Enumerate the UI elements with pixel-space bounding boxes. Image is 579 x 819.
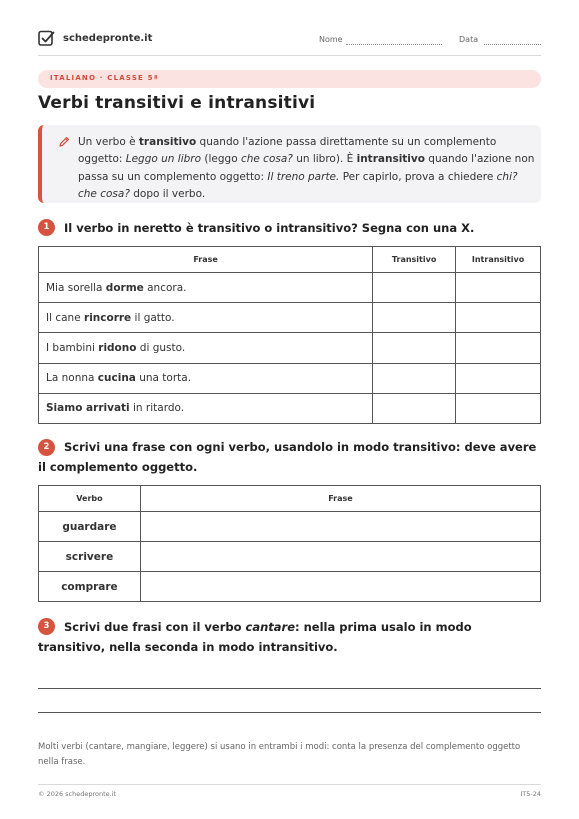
table-row [39,333,541,363]
date-field[interactable] [484,44,541,45]
footer-note: Molti verbi (cantare, mangiare, leggere) si usano in entrambi i modi: conta la presenza del complemento oggetto nella frase. [38,742,521,767]
exercise-2-question: Scrivi una frase con ogni verbo, usandolo in modo transitivo: deve avere il complemento oggetto. [38,440,537,474]
intransitivo-checkbox-cell[interactable] [456,333,541,363]
sentence-cell: Mia sorella dorme ancora. [39,273,373,303]
transitivo-checkbox-cell[interactable] [373,393,456,423]
exercise-3-number: 3 [38,618,55,635]
column-header-verbo: Verbo [39,486,141,512]
exercise-3-question: Scrivi due frasi con il verbo cantare: nella prima usalo in modo transitivo, nella seconda in modo intransitivo. [38,620,472,654]
subject-bar [38,70,541,88]
page-header [38,30,541,52]
sentence-cell: Siamo arrivati in ritardo. [39,393,373,423]
sentence-answer-cell[interactable] [140,542,540,572]
table-row [39,542,541,572]
rule-text: Un verbo è transitivo quando l'azione passa direttamente su un complemento oggetto: Leggo un libro (leggo che cosa? un libro). È intransitivo quando l'azione non passa su un complemento oggetto: Il treno parte. Per capirlo, prova a chiedere chi? che cosa? dopo il verbo. [78,136,535,200]
exercise-1-number: 1 [38,219,55,236]
answer-line-2[interactable] [38,712,541,713]
sentence-cell: I bambini ridono di gusto. [39,333,373,363]
table-header-row [39,486,541,512]
sentence-answer-cell[interactable] [140,512,540,542]
worksheet-code: IT5-24 [520,790,541,798]
name-label: Nome [319,35,343,44]
column-header-intransitivo: Intransitivo [456,247,541,273]
table-row [39,273,541,303]
table-row [39,512,541,542]
column-header-frase: Frase [39,247,373,273]
table-header-row [39,247,541,273]
table-row [39,393,541,423]
column-header-transitivo: Transitivo [373,247,456,273]
transitivo-checkbox-cell[interactable] [373,363,456,393]
table-row [39,363,541,393]
date-label: Data [459,35,479,44]
exercise-1-table [38,246,541,424]
intransitivo-checkbox-cell[interactable] [456,393,541,423]
header-divider [38,55,541,56]
verb-cell: comprare [39,572,141,602]
sentence-answer-cell[interactable] [140,572,540,602]
verb-cell: guardare [39,512,141,542]
answer-line-1[interactable] [38,688,541,689]
checkbox-logo-icon [38,30,55,47]
transitivo-checkbox-cell[interactable] [373,303,456,333]
verb-cell: scrivere [39,542,141,572]
copyright: © 2026 schedepronte.it [38,790,117,798]
pencil-icon [58,136,70,148]
subject-label: ITALIANO · CLASSE 5ª [50,74,159,82]
brand-name: schedepronte.it [63,33,153,44]
transitivo-checkbox-cell[interactable] [373,273,456,303]
footer-divider [38,784,541,785]
intransitivo-checkbox-cell[interactable] [456,273,541,303]
table-row [39,572,541,602]
worksheet-page [38,0,541,819]
page-title: Verbi transitivi e intransitivi [38,93,316,113]
exercise-2-table [38,485,541,602]
intransitivo-checkbox-cell[interactable] [456,363,541,393]
exercise-1-question: Il verbo in neretto è transitivo o intransitivo? Segna con una X. [64,221,475,235]
exercise-2-number: 2 [38,439,55,456]
name-field[interactable] [346,44,442,45]
transitivo-checkbox-cell[interactable] [373,333,456,363]
intransitivo-checkbox-cell[interactable] [456,303,541,333]
grammar-rule-box [38,125,541,203]
sentence-cell: Il cane rincorre il gatto. [39,303,373,333]
sentence-cell: La nonna cucina una torta. [39,363,373,393]
column-header-frase: Frase [140,486,540,512]
table-row [39,303,541,333]
